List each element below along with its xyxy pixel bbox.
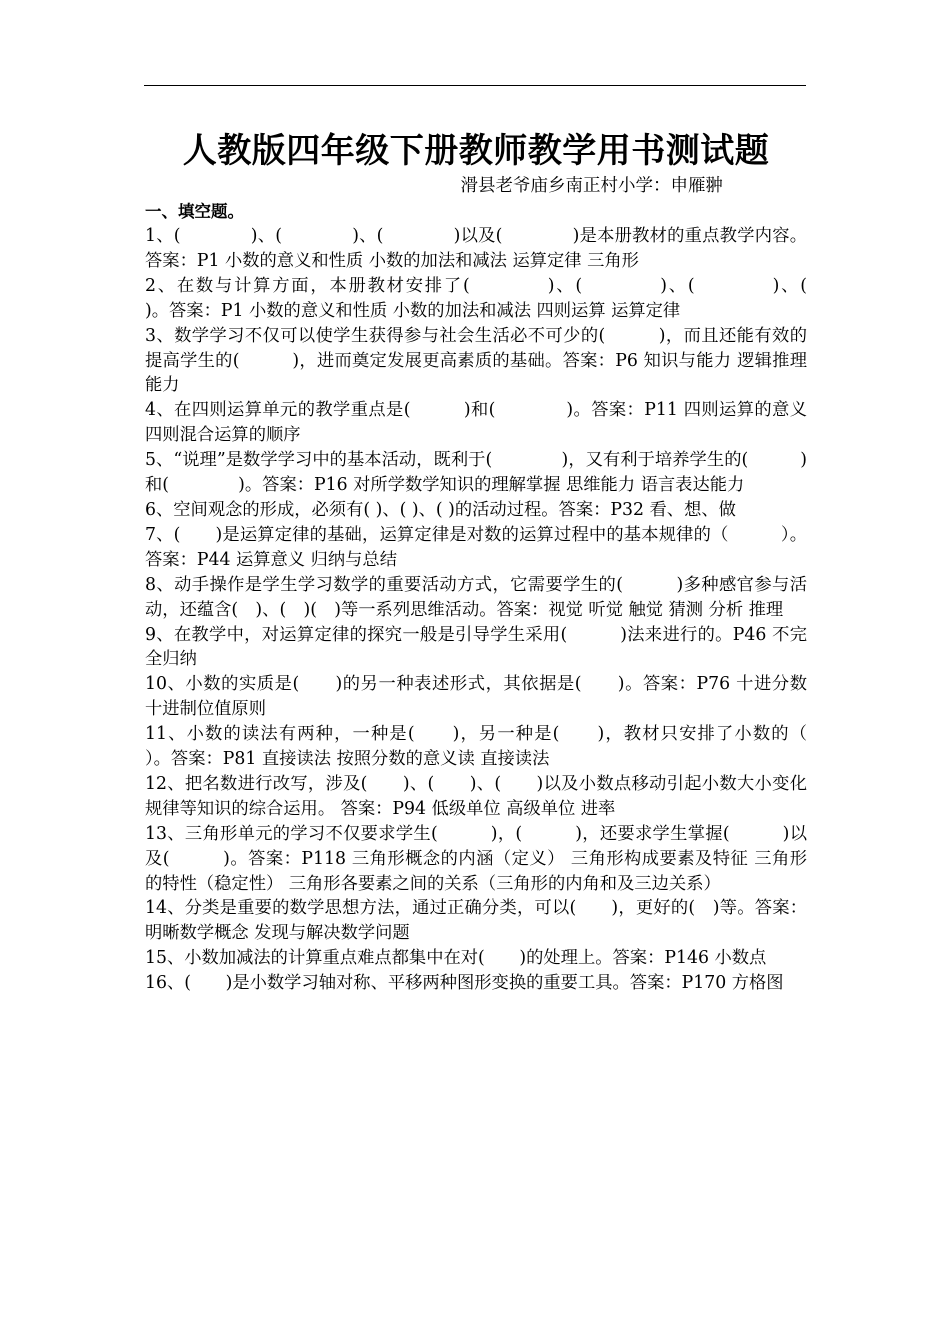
question-2: 2、在数与计算方面，本册教材安排了( )、( )、( )、( )。答案：P1 小数的意义和性质 小数的加法和减法 四则运算 运算定律 [145, 275, 877, 321]
question-13: 13、三角形单元的学习不仅要求学生( )，( )，还要求学生掌握( )以及( )。答案：P118 三角形概念的内涵（定义） 三角形构成要素及特征 三角形的特性（稳定性） 三角形各要素之间的关系（三角形的内角和及三边关系） [145, 823, 807, 894]
document-title: 人教版四年级下册教师教学用书测试题 [182, 131, 770, 171]
question-5: 5、“说理”是数学学习中的基本活动，既利于( )，又有利于培养学生的( )和( )。答案：P16 对所学数学知识的理解掌握 思维能力 语言表达能力 [145, 450, 807, 496]
question-3: 3、数学学习不仅可以使学生获得参与社会生活必不可少的( )，而且还能有效的提高学生的( )，进而奠定发展更高素质的基础。答案：P6 知识与能力 逻辑推理能力 [145, 325, 807, 396]
question-list [145, 224, 877, 996]
question-10: 10、小数的实质是( )的另一种表述形式，其依据是( )。答案：P76 十进分数 十进制位值原则 [145, 674, 807, 720]
header-rule [144, 85, 806, 86]
section-heading: 一、填空题。 [145, 202, 244, 221]
question-15: 15、小数加减法的计算重点难点都集中在对( )的处理上。答案：P146 小数点 [145, 948, 767, 969]
question-16: 16、( )是小数学习轴对称、平移两种图形变换的重要工具。答案：P170 方格图 [145, 973, 784, 994]
question-7: 7、( )是运算定律的基础，运算定律是对数的运算过程中的基本规律的（ ）。答案：P44 运算意义 归纳与总结 [145, 524, 807, 570]
question-8: 8、动手操作是学生学习数学的重要活动方式，它需要学生的( )多种感官参与活动，还蕴含( )、( )( )等一系列思维活动。答案：视觉 听觉 触觉 猜测 分析 推理 [145, 574, 807, 620]
question-12: 12、把名数进行改写，涉及( )、( )、( )以及小数点移动引起小数大小变化规律等知识的综合运用。 答案：P94 低级单位 高级单位 进率 [145, 773, 807, 819]
question-11: 11、小数的读法有两种，一种是( )，另一种是( )，教材只安排了小数的（ ）。答案：P81 直接读法 按照分数的意义读 直接读法 [145, 724, 842, 770]
question-6: 6、空间观念的形成，必须有( )、( )、( )的活动过程。答案：P32 看、想、做 [145, 499, 736, 520]
document-body [145, 128, 877, 996]
question-1: 1、( )、( )、( )以及( )是本册教材的重点教学内容。答案：P1 小数的意义和性质 小数的加法和减法 运算定律 三角形 [145, 226, 807, 271]
question-4: 4、在四则运算单元的教学重点是( )和( )。答案：P11 四则运算的意义 四则混合运算的顺序 [145, 400, 807, 446]
question-14: 14、分类是重要的数学思想方法，通过正确分类，可以( )，更好的( )等。答案：明晰数学概念 发现与解决数学问题 [145, 898, 807, 944]
question-9: 9、在教学中，对运算定律的探究一般是引导学生采用( )法来进行的。P46 不完全归纳 [145, 624, 807, 670]
author-line: 滑县老爷庙乡南正村小学：申雁翀 [460, 176, 723, 196]
